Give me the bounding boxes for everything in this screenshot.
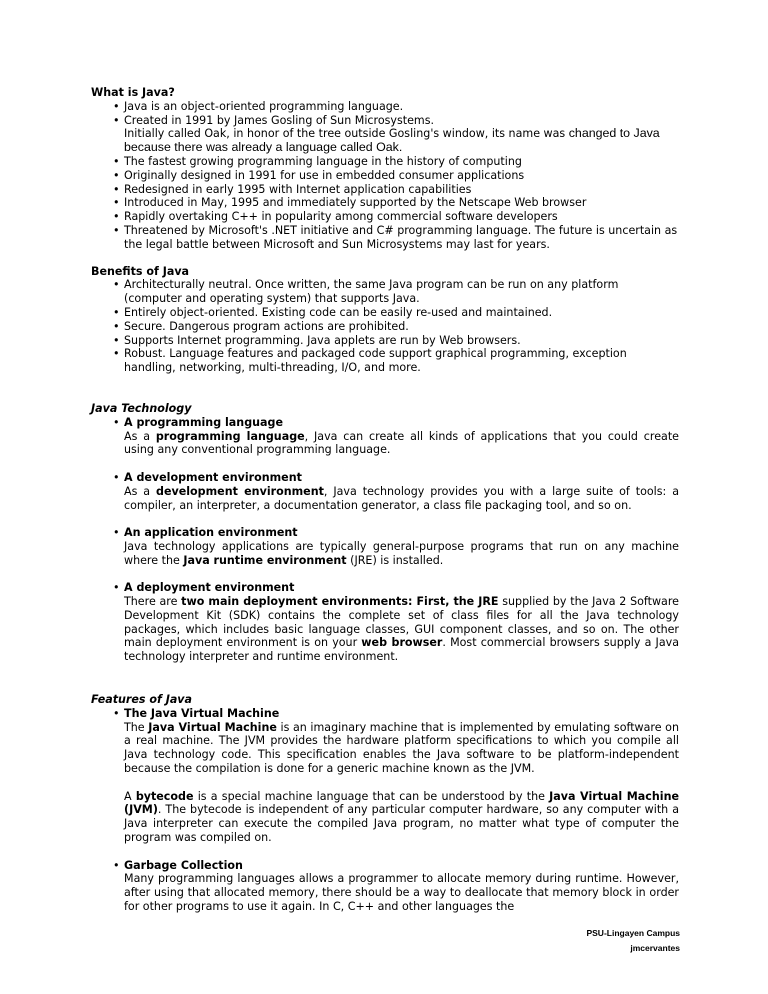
list-item [124, 114, 679, 155]
document-page [91, 86, 679, 914]
list-item: • Originally designed in 1991 for use in embedded consumer applications [124, 169, 679, 183]
section-heading-benefits: Benefits of Java [91, 264, 190, 278]
item-body-bytecode: A bytecode is a special machine language that can be understood by the Java Virtual Machine (JVM). The bytecode is independent of any particular computer hardware, so any computer with a Java interpreter can execute the compiled Java program, no matter what type of computer the program was compiled on. [124, 789, 679, 845]
item-body: The Java Virtual Machine is an imaginary machine that is implemented by emulating software on a real machine. The JVM provides the hardware platform specifications to which you compile all Java technology code. This specification enables the Java software to be platform-independent because the compilation is done for a generic machine known as the JVM. [124, 720, 679, 776]
section-heading-java-technology: Java Technology [91, 401, 192, 415]
list-item: • Redesigned in early 1995 with Internet application capabilities [124, 183, 679, 197]
section-heading-what-is-java: What is Java? [91, 86, 175, 99]
item-body: There are two main deployment environments: First, the JRE supplied by the Java 2 Software Development Kit (SDK) contains the complete set of class files for all the Java technology packages, which includes basic language classes, GUI component classes, and so on. The other main deployment environment is on your web browser. Most commercial browsers supply a Java technology interpreter and runtime environment. [124, 595, 679, 664]
list-item-development-environment [124, 471, 679, 512]
footer-author: jmcervantes [630, 943, 680, 953]
what-is-java-list [91, 100, 679, 252]
list-item-garbage-collection [124, 859, 679, 914]
list-item-deployment-environment [124, 581, 679, 664]
list-item-jvm [124, 707, 679, 845]
list-item: • Introduced in May, 1995 and immediately supported by the Netscape Web browser [124, 196, 679, 210]
section-heading-features: Features of Java [91, 693, 193, 707]
list-item: • Java is an object-oriented programming language. [124, 100, 679, 114]
list-item: • Architecturally neutral. Once written, the same Java program can be run on any platform (computer and operating system) that supports Java. [124, 278, 679, 306]
item-body: As a programming language, Java can create all kinds of applications that you could create using any conventional programming language. [124, 429, 679, 457]
item-title: The Java Virtual Machine [124, 706, 280, 720]
item-body: Many programming languages allows a programmer to allocate memory during runtime. However, after using that allocated memory, there should be a way to deallocate that memory block in order for other programs to use it again. In C, C++ and other languages the [124, 872, 679, 914]
page-footer [586, 926, 680, 956]
item-title: A development environment [124, 470, 302, 484]
item-title: Garbage Collection [124, 858, 243, 872]
footer-campus: PSU-Lingayen Campus [586, 928, 680, 938]
benefits-list [91, 278, 679, 375]
list-item-text: Created in 1991 by James Gosling of Sun Microsystems. [124, 113, 435, 127]
list-item: • The fastest growing programming language in the history of computing [124, 155, 679, 169]
oak-note: Initially called Oak, in honor of the tree outside Gosling's window, its name was [124, 127, 569, 141]
item-body: As a development environment, Java technology provides you with a large suite of tools: a compiler, an interpreter, a documentation generator, a class file packaging tool, and so on. [124, 484, 679, 512]
list-item-application-environment [124, 526, 679, 567]
list-item: • Rapidly overtaking C++ in popularity among commercial software developers [124, 210, 679, 224]
oak-note-large: changed to Java because there was already a language called Oak. [124, 126, 660, 155]
item-title: A programming language [124, 415, 283, 429]
list-item-programming-language [124, 416, 679, 457]
item-title: A deployment environment [124, 581, 295, 595]
features-list [91, 707, 679, 914]
item-body: Java technology applications are typically general-purpose programs that run on any machine where the Java runtime environment (JRE) is installed. [124, 539, 679, 567]
item-title: An application environment [124, 526, 298, 540]
java-technology-list [91, 416, 679, 664]
list-item: • Robust. Language features and packaged code support graphical programming, exception handling, networking, multi-threading, I/O, and more. [124, 347, 679, 375]
list-item: • Entirely object-oriented. Existing code can be easily re-used and maintained. [124, 306, 679, 320]
list-item: • Supports Internet programming. Java applets are run by Web browsers. [124, 334, 679, 348]
list-item: • Secure. Dangerous program actions are prohibited. [124, 320, 679, 334]
list-item: • Threatened by Microsoft's .NET initiative and C# programming language. The future is uncertain as the legal battle between Microsoft and Sun Microsystems may last for years. [124, 224, 679, 252]
